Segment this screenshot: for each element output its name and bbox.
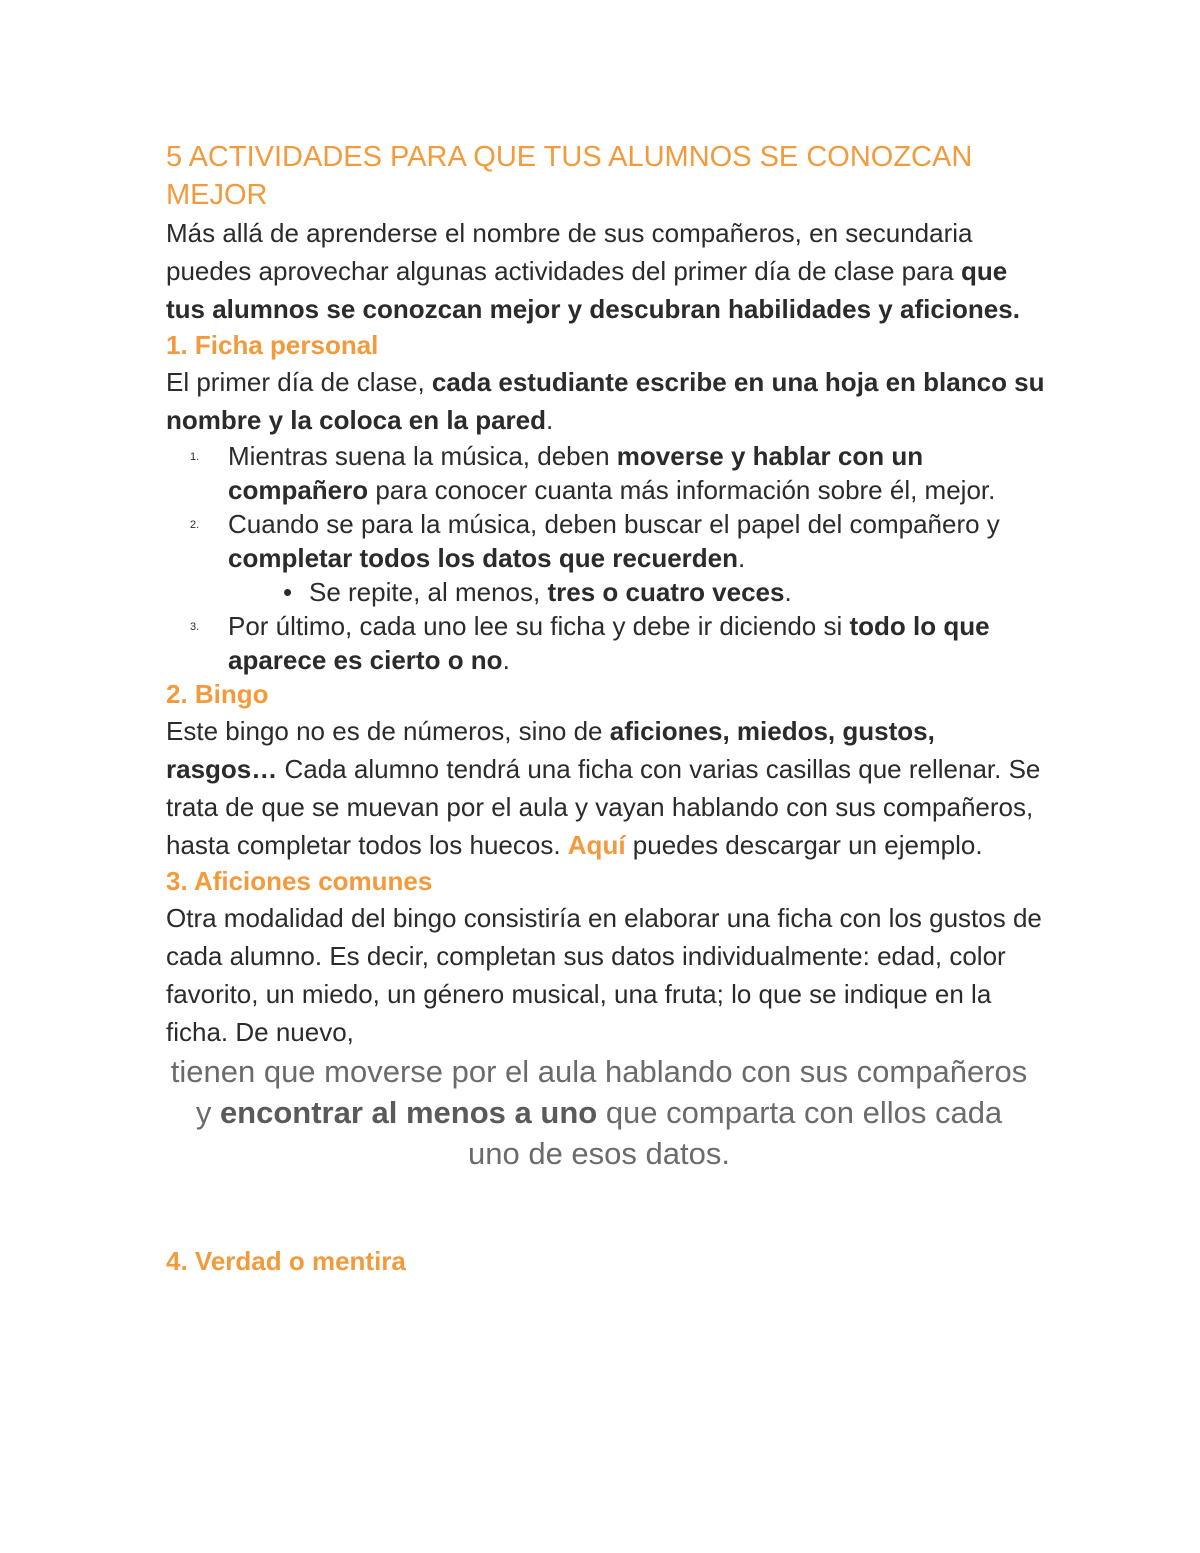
- section2-bold: aficiones, miedos, gustos, rasgos…: [166, 716, 935, 784]
- section-heading-verdad-o-mentira: 4. Verdad o mentira: [166, 1246, 406, 1276]
- centered-text: tienen que moverse por el aula hablando con sus compañeros y: [170, 1054, 1028, 1130]
- intro-text: Más allá de aprenderse el nombre de sus compañeros, en secundaria puedes aprovechar algunas actividades del primer día de clase para: [166, 218, 973, 286]
- step-text-end: .: [502, 645, 510, 675]
- step-text: Por último, cada uno lee su ficha y debe ir diciendo si: [228, 611, 850, 641]
- section-heading-ficha-personal: 1. Ficha personal: [166, 330, 379, 360]
- centered-bold: encontrar al menos a uno: [219, 1095, 598, 1130]
- spacer: [166, 1174, 1046, 1244]
- section1-paragraph: [166, 363, 1046, 439]
- intro-bold: que tus alumnos se conozcan mejor y descubran habilidades y aficiones.: [166, 256, 1020, 324]
- bullet-icon: •: [283, 577, 293, 607]
- step-text-end: para conocer cuanta más información sobre él, mejor.: [368, 475, 996, 505]
- section2-text-end: puedes descargar un ejemplo.: [625, 830, 983, 860]
- list-number: 2.: [190, 519, 200, 531]
- document-title: 5 ACTIVIDADES PARA QUE TUS ALUMNOS SE CONOZCAN MEJOR: [166, 141, 973, 211]
- list-number: 1.: [190, 451, 200, 463]
- step-text: Mientras suena la música, deben: [228, 441, 617, 471]
- section1-text-end: .: [546, 405, 554, 435]
- download-example-link[interactable]: Aquí: [567, 830, 626, 860]
- section2-paragraph: [166, 712, 1046, 864]
- section3-paragraph: Otra modalidad del bingo consistiría en elaborar una ficha con los gustos de cada alumno. Es decir, completan sus datos individualmente: edad, color favorito, un miedo, un género musical, una fruta; lo que se indique en la ficha. De nuevo,: [166, 903, 1042, 1047]
- section1-text: El primer día de clase,: [166, 367, 432, 397]
- section1-bold: cada estudiante escribe en una hoja en blanco su nombre y la coloca en la pared: [166, 367, 1045, 435]
- step-bold: todo lo que aparece es cierto o no: [228, 611, 990, 675]
- list-number: 3.: [190, 621, 200, 633]
- section3-centered-paragraph: [166, 1051, 1046, 1174]
- steps-list: [166, 439, 1046, 575]
- bullet-text: Se repite, al menos,: [309, 577, 548, 607]
- step-text: Cuando se para la música, deben buscar el papel del compañero y: [228, 509, 1000, 539]
- centered-text-end: que comparta con ellos cada uno de esos datos.: [468, 1095, 1003, 1171]
- list-item: [166, 609, 1046, 677]
- section2-text: Este bingo no es de números, sino de: [166, 716, 610, 746]
- bullet-bold: tres o cuatro veces: [547, 577, 785, 607]
- steps-list-continued: [166, 609, 1046, 677]
- step-text-end: .: [738, 543, 746, 573]
- bullet-item: [166, 575, 1046, 609]
- section2-text-mid: Cada alumno tendrá una ficha con varias casillas que rellenar. Se trata de que se muevan por el aula y vayan hablando con sus compañeros, hasta completar todos los huecos.: [166, 754, 1041, 860]
- section-heading-bingo: 2. Bingo: [166, 679, 269, 709]
- step-bold: completar todos los datos que recuerden: [228, 543, 738, 573]
- section-heading-aficiones-comunes: 3. Aficiones comunes: [166, 866, 433, 896]
- document-page: [166, 138, 1046, 1279]
- list-item: [166, 507, 1046, 575]
- list-item: [166, 439, 1046, 507]
- step-bold: moverse y hablar con un compañero: [228, 441, 924, 505]
- bullet-text-end: .: [784, 577, 792, 607]
- intro-paragraph: [166, 214, 1046, 328]
